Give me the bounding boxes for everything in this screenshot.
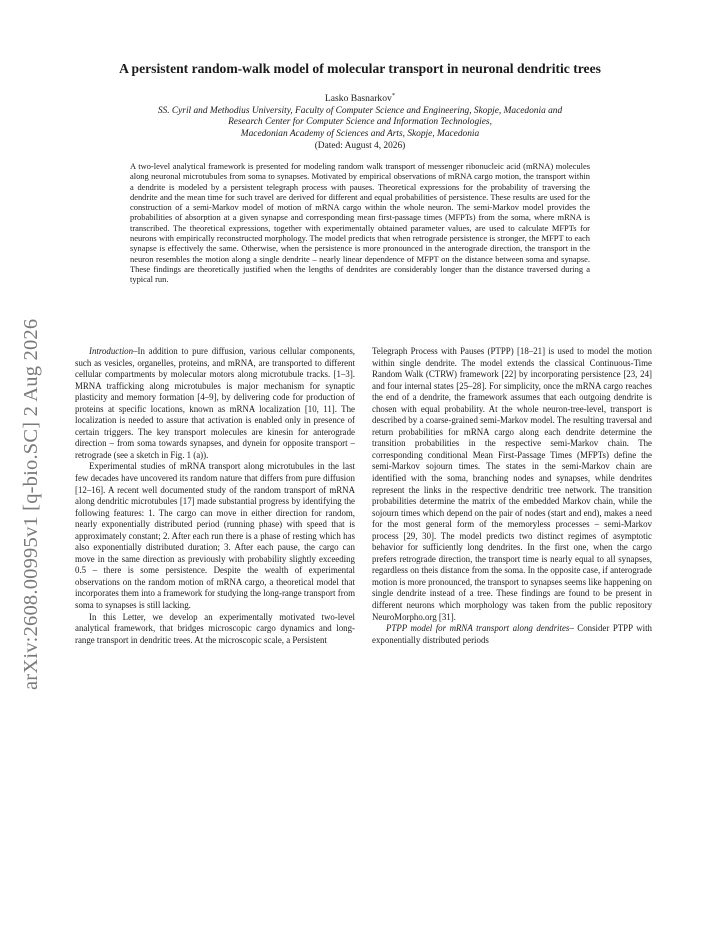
body-column-right <box>372 346 652 646</box>
section-heading-ptpp: PTPP model for mRNA transport along dendrites <box>386 623 570 634</box>
body-paragraph: Introduction–In addition to pure diffusion, various cellular components, such as vesicles, organelles, proteins, and mRNA, are transported to different cellular compartments by molecular motors along microtubule tracks. [1–3]. MRNA trafficking along microtubules is major mechanism for synaptic plasticity and memory formation [4–9], by delivering code for production of proteins at specific locations, known as mRNA localization [10, 11]. The localization is needed to assure that activation is enabled only in presence of certain triggers. The key transport molecules are kinesin for anterograde direction – from soma towards synapses, and dynein for opposite transport – retrograde (see a sketch in Fig. 1 (a)). <box>75 346 355 460</box>
arxiv-identifier: arXiv:2608.00995v1 [q-bio.SC] 2 Aug 2026 <box>20 318 42 690</box>
paper-title: A persistent random-walk model of molecular transport in neuronal dendritic trees <box>119 61 601 76</box>
author-footnote-mark: * <box>391 92 396 99</box>
body-paragraph: PTPP model for mRNA transport along dendrites– Consider PTPP with exponentially distributed periods <box>372 623 652 645</box>
body-paragraph: In this Letter, we develop an experimentally motivated two-level analytical framework, that bridges microscopic cargo dynamics and long-range transport in dendritic trees. At the microscopic scale, a Persistent <box>75 611 355 645</box>
section-heading-introduction: Introduction <box>89 346 134 356</box>
author-block <box>80 90 640 152</box>
dated-line: (Dated: August 4, 2026) <box>314 140 406 151</box>
body-column-left <box>75 346 355 646</box>
abstract: A two-level analytical framework is presented for modeling random walk transport of messenger ribonucleic acid (mRNA) molecules along neuronal microtubules from soma to synapses. Motivated by empirical observations of mRNA cargo motion, the transport within a dendrite is modeled by a persistent telegraph process with pauses. Theoretical expressions for the probability of traversing the dendrite and the mean time for such travel are derived for different and equal probabilities of persistence. These results are used for the construction of a semi-Markov model of motion of mRNA cargo within the whole neuron. The semi-Markov model provides the probabilities of absorption at a given synapse and corresponding mean first-passage times (MFPTs) from the soma, where mRNA is transcribed. The theoretical expressions, together with experimentally obtained parameter values, are used to calculate MFPTs for neurons with empirically reconstructed morphology. The model predicts that when retrograde persistence is stronger, the MFPT to each synapse is effectively the same. Otherwise, when the persistence is more pronounced in the anterograde direction, the transport in the neuron resembles the motion along a single dendrite – nearly linear dependence of MFPT on the distance between soma and synapse. These findings are theoretically justified when the lengths of dendrites are considerably longer than the distance traversed during a typical run. <box>130 161 590 285</box>
body-paragraph: Experimental studies of mRNA transport along microtubules in the last few decades have uncovered its random nature that differs from pure diffusion [12–16]. A recent well documented study of the random transport of mRNA along dendritic microtubules [17] made substantial progress by identifying the following features: 1. The cargo can move in either direction for random, nearly exponentially distributed period (running phase) with speed that is approximately constant; 2. After each run there is a phase of resting which has also exponentially distributed duration; 3. After each pause, the cargo can move in the same direction as previously with probability slightly exceeding 0.5 – there is some persistence. Despite the wealth of experimental observations on the random motion of mRNA cargo, a theoretical model that incorporates them into a framework for studying the long-range transport from soma to synapses is still lacking. <box>75 461 355 611</box>
affiliation-line: SS. Cyril and Methodius University, Faculty of Computer Science and Engineering, Skopje, Macedonia and <box>157 105 563 116</box>
body-paragraph: Telegraph Process with Pauses (PTPP) [18–21] is used to model the motion within single dendrite. The model extends the classical Continuous-Time Random Walk (CTRW) framework [22] by incorporating persistence [23, 24] and four internal states [25–28]. For simplicity, once the mRNA cargo reaches the end of a dendrite, the framework assumes that each outgoing dendrite is chosen with equal probability. At the whole neuron-tree-level, transport is described by a coarse-grained semi-Markov model. The resulting traversal and return probabilities for mRNA cargo along each dendrite determine the transition probabilities in the respective semi-Markov chain. The corresponding conditional Mean First-Passage Times (MFPTs) define the semi-Markov sojourn times. The states in the semi-Markov chain are identified with the soma, branching nodes and synapses, while dendrites represent the links in the respective dendritic tree network. The transition probabilities determine the matrix of the embedded Markov chain, while the sojourn times which depend on the pair of nodes (start and end), makes a need for the most general form of the memoryless processes – semi-Markov process [29, 30]. The model predicts two distinct regimes of asymptotic behavior for sufficiently long dendrites. In the first one, when the cargo prefers retrograde direction, the transport time is nearly equal to all synapses, regardless on theis distance from the soma. In the opposite case, if anterograde motion is more pronounced, the transport to synapses seems like happening on single dendrite instead of a tree. These findings are found to be present in different neurons which morphology was taken from the public repository NeuroMorpho.org [31]. <box>372 346 652 622</box>
author-name: Lasko Basnarkov* <box>324 92 396 105</box>
affiliation-line: Research Center for Computer Science and Information Technologies, <box>228 117 492 128</box>
affiliation-line: Macedonian Academy of Sciences and Arts, Skopje, Macedonia <box>240 128 480 139</box>
